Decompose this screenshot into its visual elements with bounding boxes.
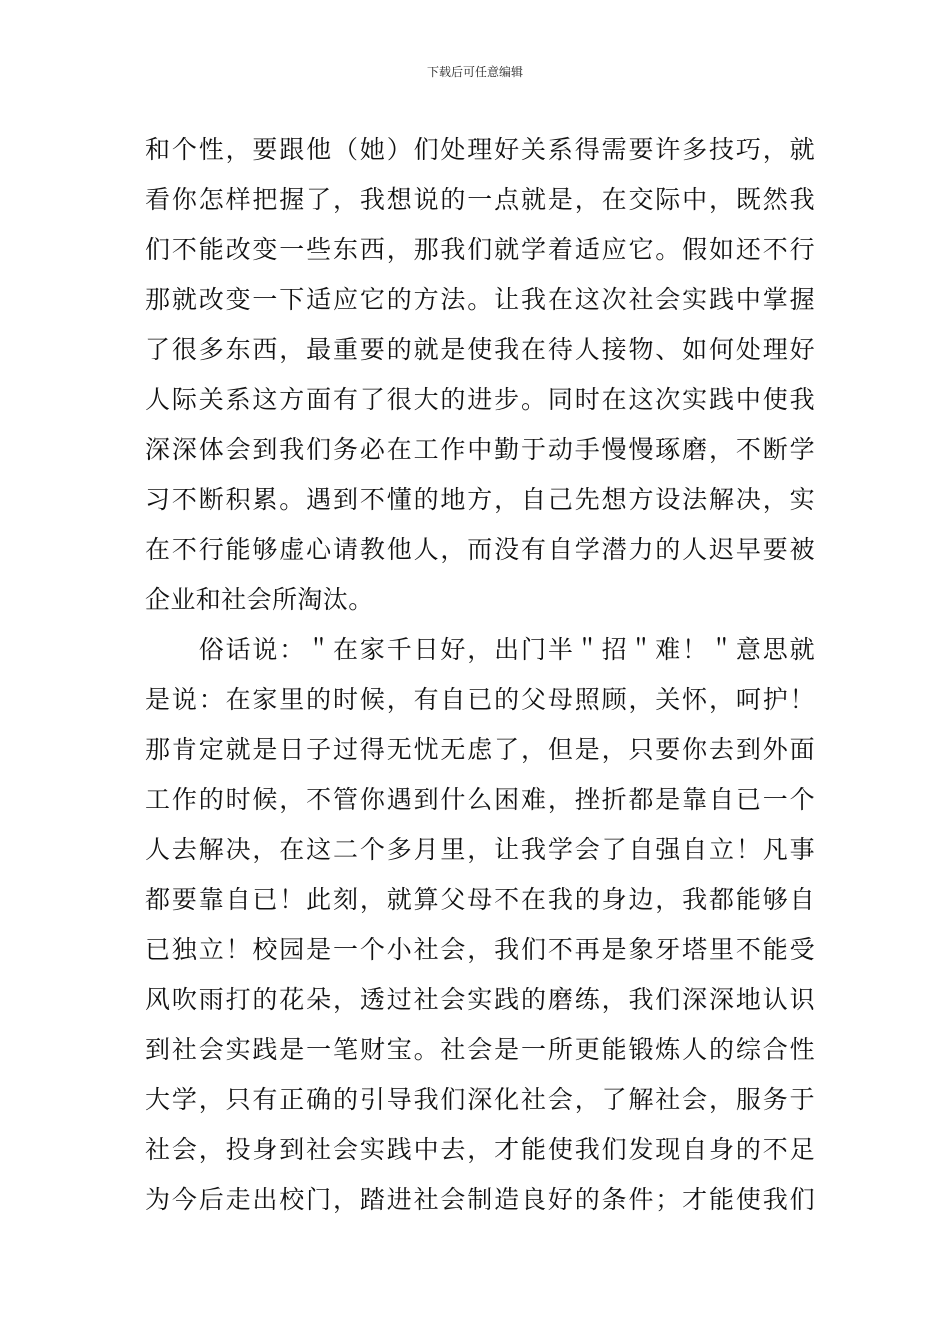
text-line: 看你怎样把握了，我想说的一点就是，在交际中，既然我	[145, 185, 815, 214]
text-line: 在不行能够虚心请教他人，而没有自学潜力的人迟早要被	[145, 535, 815, 564]
page-header: 下载后可任意编辑	[426, 65, 523, 79]
text-line: 到社会实践是一笔财宝。社会是一所更能锻炼人的综合性	[145, 1035, 815, 1064]
text-line: 了很多东西，最重要的就是使我在待人接物、如何处理好	[145, 335, 815, 364]
paragraph-start-line: 俗话说：＂在家千日好，出门半＂招＂难！＂意思就	[145, 635, 815, 664]
text-line: 为今后走出校门，踏进社会制造良好的条件；才能使我们	[145, 1185, 815, 1214]
text-line: 已独立！校园是一个小社会，我们不再是象牙塔里不能受	[145, 935, 815, 964]
text-line: 风吹雨打的花朵，透过社会实践的磨练，我们深深地认识	[145, 985, 815, 1014]
text-line: 那肯定就是日子过得无忧无虑了，但是，只要你去到外面	[145, 735, 815, 764]
text-line: 社会，投身到社会实践中去，才能使我们发现自身的不足	[145, 1135, 815, 1164]
text-line: 那就改变一下适应它的方法。让我在这次社会实践中掌握	[145, 285, 815, 314]
text-line: 习不断积累。遇到不懂的地方，自己先想方设法解决，实	[145, 485, 815, 514]
text-line: 人去解决，在这二个多月里，让我学会了自强自立！凡事	[145, 835, 815, 864]
text-line: 人际关系这方面有了很大的进步。同时在这次实践中使我	[145, 385, 815, 414]
text-line: 们不能改变一些东西，那我们就学着适应它。假如还不行	[145, 235, 815, 264]
text-line: 都要靠自已！此刻，就算父母不在我的身边，我都能够自	[145, 885, 815, 914]
text-line: 是说：在家里的时候，有自已的父母照顾，关怀，呵护！	[145, 685, 815, 714]
text-line: 和个性，要跟他（她）们处理好关系得需要许多技巧，就	[145, 135, 815, 164]
document-body	[145, 125, 815, 1225]
paragraph-end-line: 企业和社会所淘汰。	[145, 585, 374, 614]
text-line: 深深体会到我们务必在工作中勤于动手慢慢琢磨，不断学	[145, 435, 815, 464]
text-line: 工作的时候，不管你遇到什么困难，挫折都是靠自已一个	[145, 785, 815, 814]
text-line: 大学，只有正确的引导我们深化社会，了解社会，服务于	[145, 1085, 815, 1114]
